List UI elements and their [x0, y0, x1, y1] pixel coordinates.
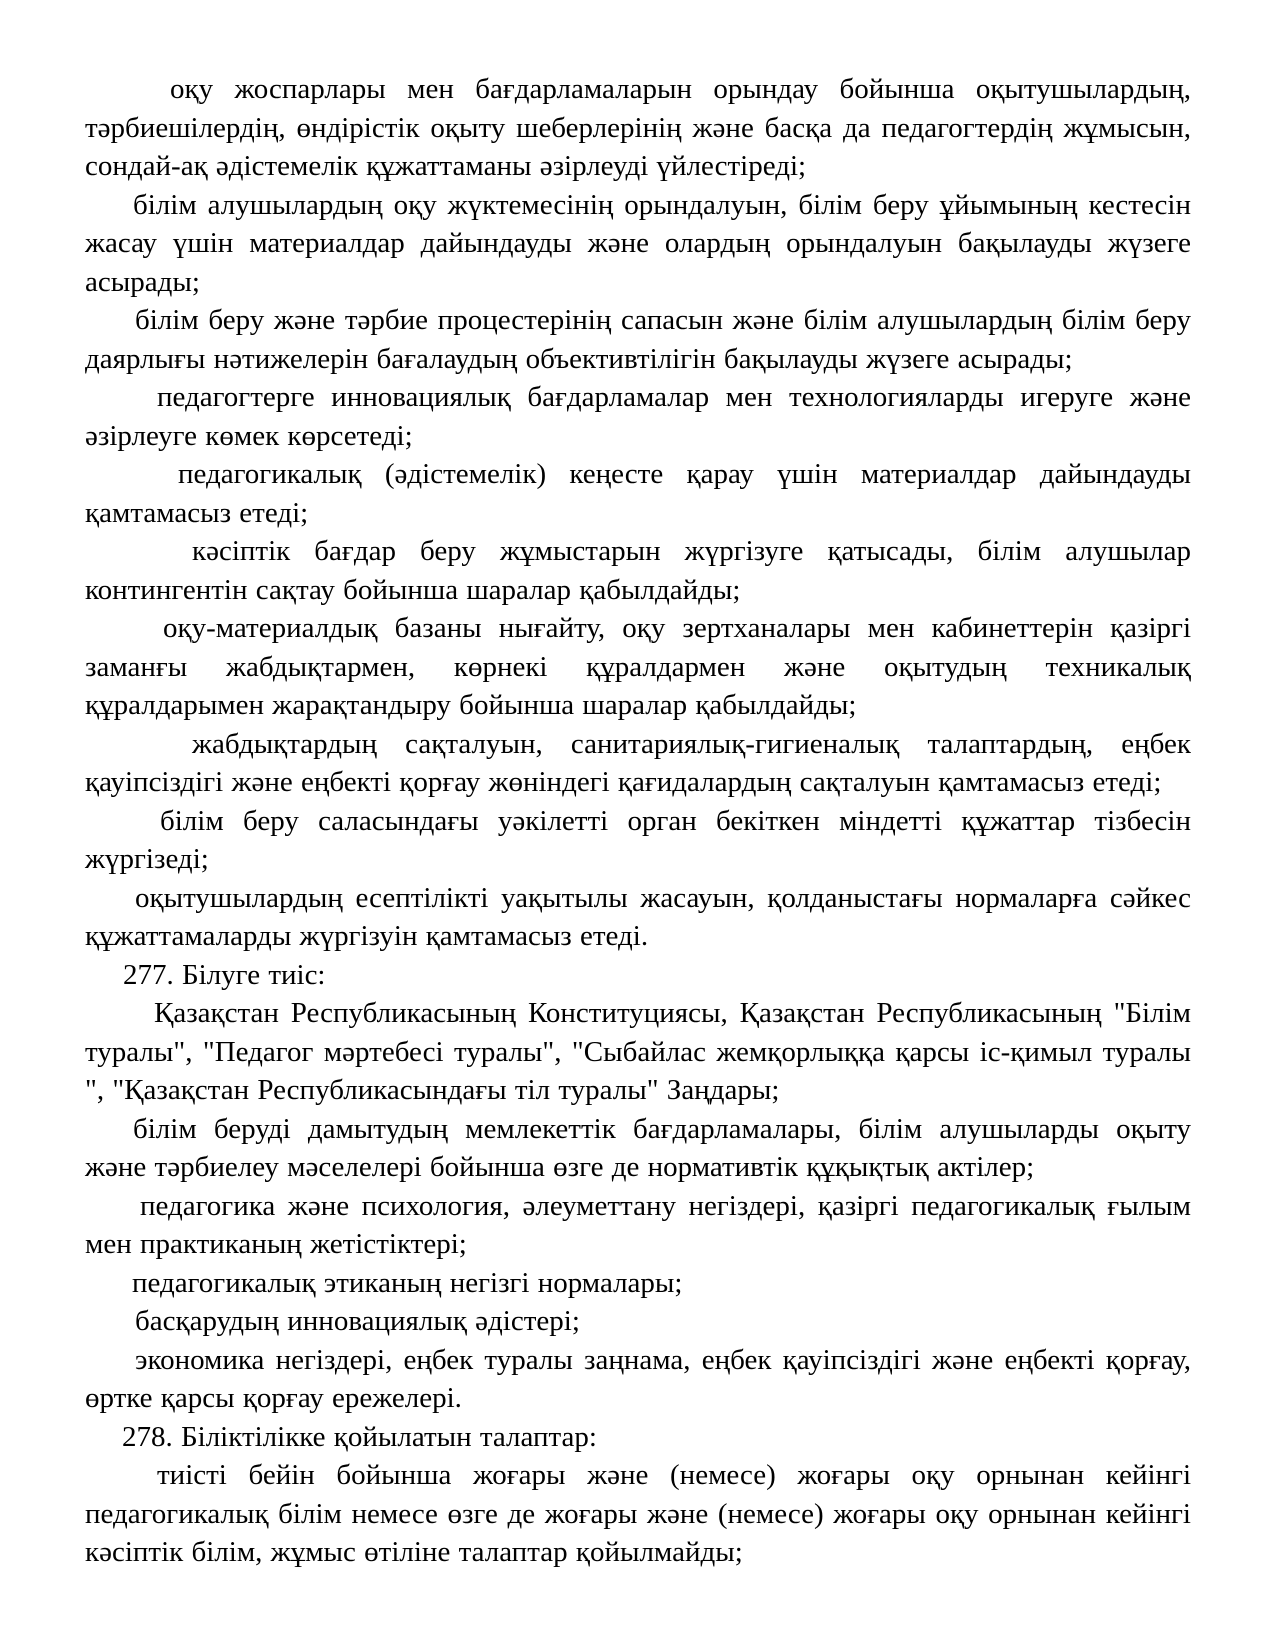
paragraph: педагогтерге инновациялық бағдарламалар мен технологияларды игеруге және әзірлеуге көмек көрсетеді;: [85, 381, 1191, 452]
paragraph: басқарудың инновациялық әдістері;: [135, 1305, 580, 1337]
paragraph: 278. Біліктілікке қойылатын талаптар:: [122, 1420, 597, 1453]
paragraph: педагогикалық этиканың негізгі нормалары;: [132, 1266, 683, 1299]
paragraph: тиісті бейін бойынша жоғары және (немесе) жоғары оқу орнынан кейінгі педагогикалық білім немесе өзге де жоғары және (немесе) жоғары оқу орнынан кейінгі кәсіптік білім, жұмыс өтіліне талаптар қойылмайды;: [85, 1459, 1191, 1568]
document-body: [85, 70, 1191, 1572]
paragraph: жабдықтардың сақталуын, санитариялық-гигиеналық талаптардың, еңбек қауіпсіздігі және еңбекті қорғау жөніндегі қағидалардың сақталуын қамтамасыз етеді;: [85, 727, 1191, 798]
paragraph: білім беруді дамытудың мемлекеттік бағдарламалары, білім алушыларды оқыту және тәрбиелеу мәселелері бойынша өзге де нормативтік құқықтық актілер;: [85, 1112, 1191, 1183]
paragraph: педагогика және психология, әлеуметтану негіздері, қазіргі педагогикалық ғылым мен практиканың жетістіктері;: [85, 1189, 1191, 1260]
paragraph: оқу-материалдық базаны нығайту, оқу зертханалары мен кабинеттерін қазіргі заманғы жабдықтармен, көрнекі құралдармен және оқытудың техникалық құралдарымен жарақтандыру бойынша шаралар қабылдайды;: [85, 612, 1191, 721]
paragraph: білім беру және тәрбие процестерінің сапасын және білім алушылардың білім беру даярлығы нәтижелерін бағалаудың объективтілігін бақылауды жүзеге асырады;: [85, 304, 1191, 375]
paragraph: Қазақстан Республикасының Конституциясы, Қазақстан Республикасының "Білім туралы", "Педагог мәртебесі туралы", "Сыбайлас жемқорлыққа қарсы іс-қимыл туралы ", "Қазақстан Республикасындағы тіл туралы" Заңдары;: [85, 997, 1191, 1106]
paragraph: білім алушылардың оқу жүктемесінің орындалуын, білім беру ұйымының кестесін жасау үшін материалдар дайындауды және олардың орындалуын бақылауды жүзеге асырады;: [85, 188, 1191, 298]
paragraph: экономика негіздері, еңбек туралы заңнама, еңбек қауіпсіздігі және еңбекті қорғау, өртке қарсы қорғау ережелері.: [85, 1343, 1191, 1414]
paragraph: 277. Білуге тиіс:: [123, 958, 326, 991]
paragraph: білім беру саласындағы уәкілетті орган бекіткен міндетті құжаттар тізбесін жүргізеді;: [85, 804, 1191, 875]
paragraph: кәсіптік бағдар беру жұмыстарын жүргізуге қатысады, білім алушылар контингентін сақтау бойынша шаралар қабылдайды;: [85, 535, 1191, 606]
paragraph: оқу жоспарлары мен бағдарламаларын орындау бойынша оқытушылардың, тәрбиешілердің, өндірістік оқыту шеберлерінің және басқа да педагогтердің жұмысын, сондай-ақ әдістемелік құжаттаманы әзірлеуді үйлестіреді;: [85, 73, 1191, 182]
paragraph: педагогикалық (әдістемелік) кеңесте қарау үшін материалдар дайындауды қамтамасыз етеді;: [85, 458, 1191, 529]
paragraph: оқытушылардың есептілікті уақытылы жасауын, қолданыстағы нормаларға сәйкес құжаттамаларды жүргізуін қамтамасыз етеді.: [85, 881, 1191, 952]
